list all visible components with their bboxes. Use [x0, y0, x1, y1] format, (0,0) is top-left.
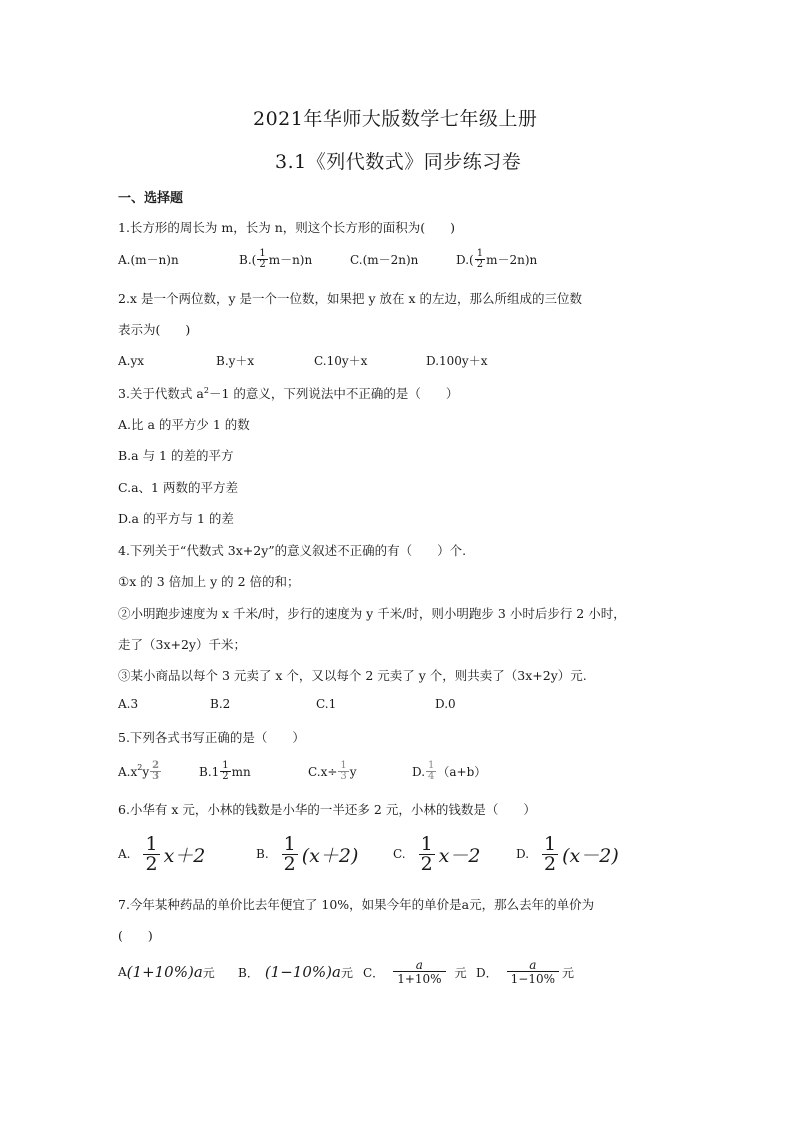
q4-option-d: D.0	[435, 697, 456, 711]
question-7-stem-line2: ( )	[118, 928, 153, 943]
q6-option-d: D. $\frac{1}{2}$ (x－2)	[516, 832, 619, 875]
question-1-options	[118, 249, 537, 270]
document-title-line1: 2021年华师大版数学七年级上册	[253, 108, 538, 130]
q4-option-b: B.2	[210, 697, 231, 711]
q2-option-b: B.y＋x	[216, 354, 255, 368]
section-heading: 一、选择题	[118, 191, 184, 206]
question-1-stem: 1.长方形的周长为 m，长为 n，则这个长方形的面积为( )	[118, 220, 456, 235]
question-2-options	[118, 352, 487, 369]
q2-option-d: D.100y＋x	[426, 354, 488, 368]
q2-option-c: C.10y＋x	[314, 354, 368, 368]
question-3-stem: 3.关于代数式 $a^2-1$ 的意义，下列说法中不正确的是（ ）	[118, 385, 459, 401]
q7-option-b: B． (1−10%)a 元	[238, 963, 353, 981]
q6-option-a: A. $\frac{1}{2}$ x＋2	[118, 832, 206, 875]
q3-option-c: C.a、1 两数的平方差	[118, 480, 238, 495]
question-7-options	[118, 952, 574, 992]
q1-option-a: A.(m－n)n	[118, 253, 179, 267]
q5-option-c: C.x÷ $\frac{1}{3}$ y	[308, 760, 357, 782]
question-4-options	[118, 697, 456, 711]
q4-option-a: A.3	[118, 697, 139, 711]
question-2-stem-line2: 表示为( )	[118, 322, 191, 337]
q2-option-a: A.yx	[118, 353, 145, 368]
q4-option-c: C.1	[316, 697, 337, 711]
q4-statement-2-line2: 走了（3x+2y）千米；	[118, 637, 246, 652]
q5-option-d: D. $\frac{1}{4}$ （a+b）	[412, 760, 487, 782]
document-title-line2: 3.1《列代数式》同步练习卷	[275, 151, 522, 173]
q1-option-c: C.(m－2n)n	[350, 253, 419, 267]
q1-option-d: D.( $\frac{1}{2}$ m－2n)n	[456, 248, 538, 270]
question-7-stem-line1: 7.今年某种药品的单价比去年便宜了 10%，如果今年的单价是a元，那么去年的单价为	[118, 897, 595, 912]
q3-option-a: A.比 a 的平方少 1 的数	[118, 417, 250, 432]
q7-option-c: C． $\frac{a}{1+10\%}$ 元	[363, 957, 467, 986]
q3-option-b: B.a 与 1 的差的平方	[118, 448, 234, 463]
q3-option-d: D.a 的平方与 1 的差	[118, 511, 234, 526]
q7-option-d: D． $\frac{a}{1-10\%}$ 元	[476, 957, 575, 986]
question-6-stem: 6.小华有 x 元，小林的钱数是小华的一半还多 2 元，小林的钱数是（ ）	[118, 802, 536, 817]
q6-option-b: B. $\frac{1}{2}$ (x＋2)	[256, 832, 359, 875]
question-2-stem-line1: 2.x 是一个两位数，y 是一个一位数，如果把 y 放在 x 的左边，那么所组成的三位数	[118, 291, 582, 306]
question-4-stem: 4.下列关于“代数式 3x+2y”的意义叙述不正确的有（ ）个.	[118, 543, 467, 558]
q6-option-c: C. $\frac{1}{2}$ x－2	[393, 832, 481, 875]
question-6-options	[118, 832, 619, 876]
q7-option-a: A (1+10%)a 元	[118, 963, 215, 981]
q4-statement-2-line1: ②小明跑步速度为 x 千米/时，步行的速度为 y 千米/时，则小明跑步 3 小时后步行 2 小时，	[118, 606, 626, 621]
q4-statement-1: ①x 的 3 倍加上 y 的 2 倍的和；	[118, 574, 300, 589]
question-5-options	[118, 761, 486, 782]
q5-option-a: A.x $^2$ y $\frac{2}{3}$	[118, 760, 160, 782]
question-5-stem: 5.下列各式书写正确的是（ ）	[118, 730, 305, 745]
q1-option-b: B.( $\frac{1}{2}$ m－n)n	[239, 248, 313, 270]
q4-statement-3: ③某小商品以每个 3 元卖了 x 个，又以每个 2 元卖了 y 个，则共卖了（3x+2y）元.	[118, 668, 587, 683]
q5-option-b: B.1 $\frac{1}{2}$ mn	[199, 760, 251, 782]
